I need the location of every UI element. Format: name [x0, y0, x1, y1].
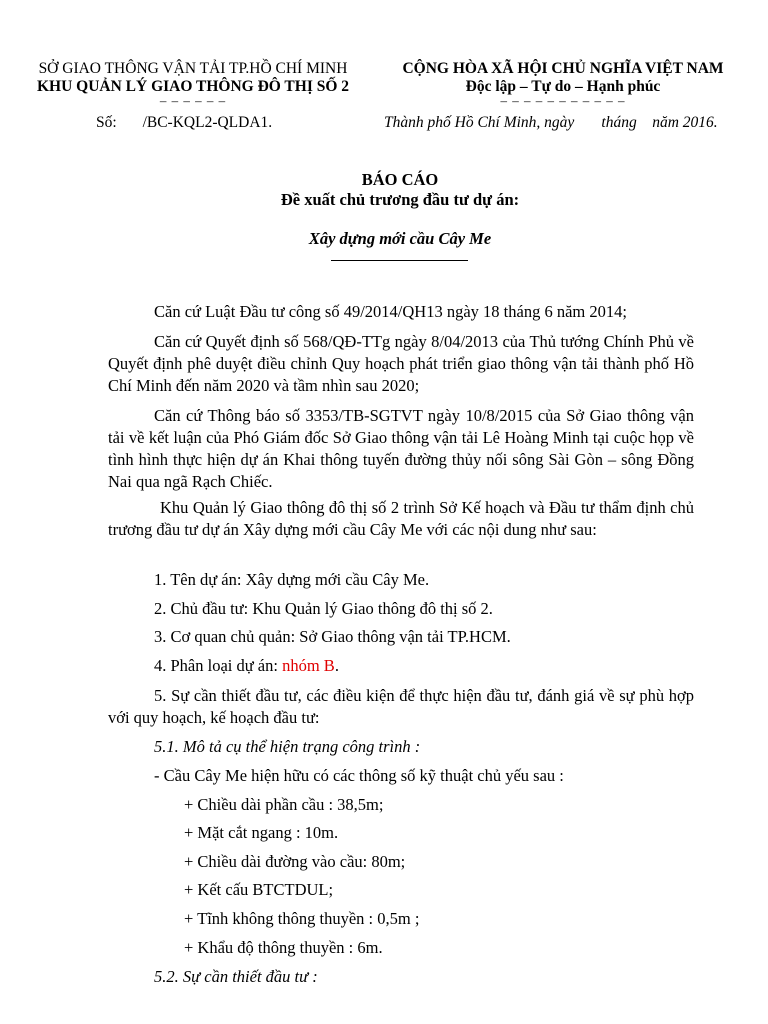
report-title: BÁO CÁO — [361, 170, 439, 189]
doc-number-label: Số: — [96, 114, 117, 131]
right-dash-rule: – – – – – – – – – – – — [500, 93, 626, 108]
agency-header — [18, 60, 368, 109]
spec-clearance: + Tĩnh không thông thuyền : 0,5m ; — [184, 909, 420, 928]
national-motto — [380, 60, 746, 109]
item-necessity: 5. Sự cần thiết đầu tư, các điều kiện để thực hiện đầu tư, đánh giá về sự phù hợp với quy hoạch, kế hoạch đầu tư: — [108, 686, 694, 727]
section-5-1-intro: - Cầu Cây Me hiện hữu có các thông số kỹ thuật chủ yếu sau : — [154, 766, 564, 785]
report-subtitle: Đề xuất chủ trương đầu tư dự án: — [280, 190, 520, 209]
spec-bridge-length: + Chiều dài phần cầu : 38,5m; — [184, 795, 384, 814]
classification-value: nhóm B — [282, 656, 335, 675]
spec-approach-length: + Chiều dài đường vào cầu: 80m; — [184, 852, 406, 871]
section-5-2-heading: 5.2. Sự cần thiết đầu tư : — [154, 967, 318, 986]
item-managing-agency: 3. Cơ quan chủ quản: Sở Giao thông vận tải TP.HCM. — [154, 627, 511, 646]
spec-structure: + Kết cấu BTCTDUL; — [184, 880, 334, 899]
section-5-1-heading: 5.1. Mô tả cụ thể hiện trạng công trình : — [154, 737, 421, 756]
motto: Độc lập – Tự do – Hạnh phúc — [465, 78, 661, 95]
item-project-name: 1. Tên dự án: Xây dựng mới cầu Cây Me. — [154, 570, 430, 589]
doc-number-value: /BC-KQL2-QLDA1. — [142, 114, 273, 131]
place-date: Thành phố Hồ Chí Minh, ngày tháng năm 2016. — [384, 114, 718, 131]
item-investor: 2. Chủ đầu tư: Khu Quản lý Giao thông đô thị số 2. — [154, 599, 493, 618]
submission-paragraph: Khu Quản lý Giao thông đô thị số 2 trình Sở Kế hoạch và Đầu tư thẩm định chủ trương đầu tư dự án Xây dựng mới cầu Cây Me với các nội dung như sau: — [108, 498, 694, 539]
left-dash-rule: – – – – – – — [159, 93, 227, 108]
basis-decision: Căn cứ Quyết định số 568/QĐ-TTg ngày 8/04/2013 của Thủ tướng Chính Phủ về Quyết định phê duyệt điều chỉnh Quy hoạch phát triển giao thông vận tải thành phố Hồ Chí Minh đến năm 2020 và tầm nhìn sau 2020; — [108, 332, 694, 395]
country-name: CỘNG HÒA XÃ HỘI CHỦ NGHĨA VIỆT NAM — [402, 60, 724, 77]
issuing-agency: KHU QUẢN LÝ GIAO THÔNG ĐÔ THỊ SỐ 2 — [36, 78, 350, 95]
classification-label: 4. Phân loại dự án: — [154, 656, 283, 675]
spec-span: + Khẩu độ thông thuyền : 6m. — [184, 938, 383, 957]
spec-cross-section: + Mặt cắt ngang : 10m. — [184, 823, 339, 842]
basis-law: Căn cứ Luật Đầu tư công số 49/2014/QH13 ngày 18 tháng 6 năm 2014; — [154, 302, 627, 321]
item-classification — [154, 655, 339, 677]
classification-end: . — [334, 656, 339, 675]
parent-agency: SỞ GIAO THÔNG VẬN TẢI TP.HỒ CHÍ MINH — [38, 60, 348, 77]
title-underline — [331, 260, 468, 261]
document-number — [96, 114, 272, 132]
project-name: Xây dựng mới cầu Cây Me — [308, 229, 492, 248]
basis-notice: Căn cứ Thông báo số 3353/TB-SGTVT ngày 10/8/2015 của Sở Giao thông vận tải về kết luận của Phó Giám đốc Sở Giao thông vận tải Lê Hoàng Minh tại cuộc họp về tình hình thực hiện dự án Khai thông tuyến đường thủy nối sông Sài Gòn – sông Đồng Nai qua ngã Rạch Chiếc. — [108, 406, 694, 491]
